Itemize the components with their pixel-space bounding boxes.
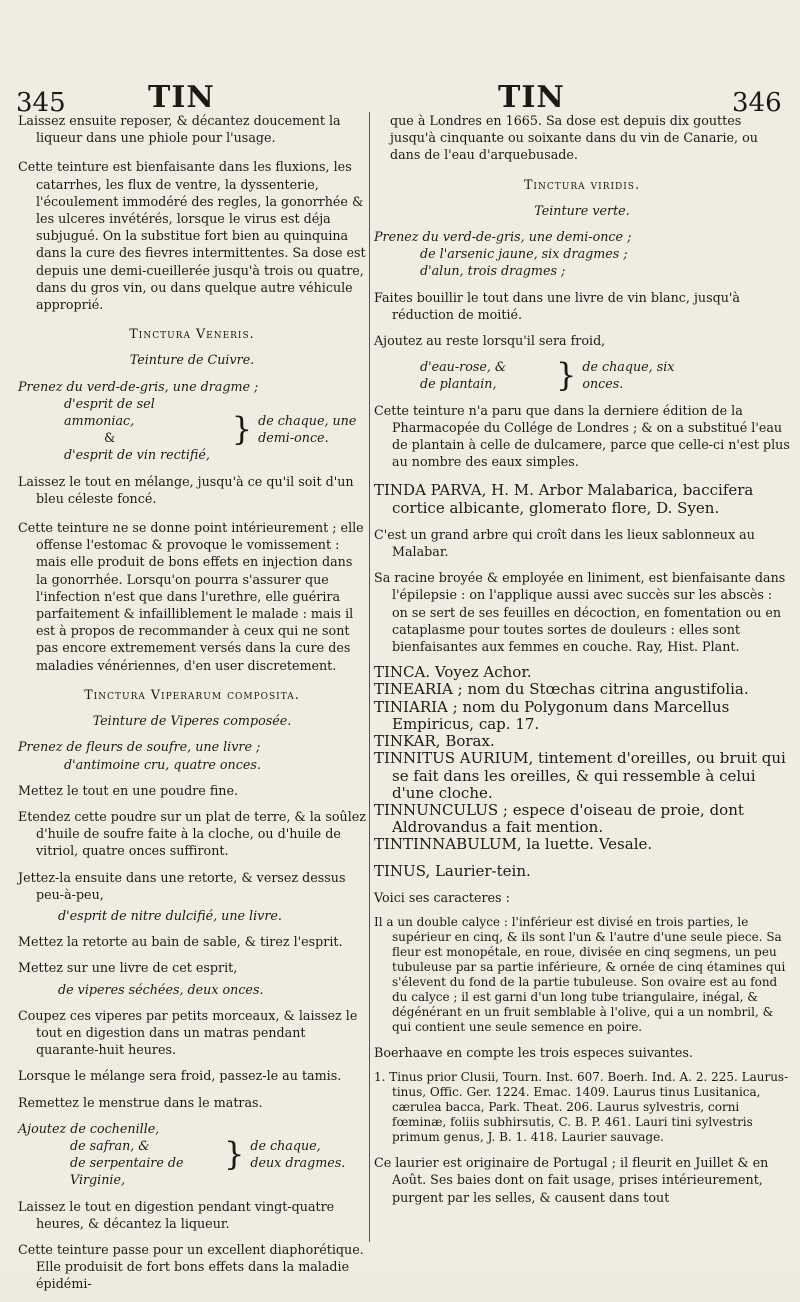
brace-glyph: } [224, 1135, 245, 1174]
ingredient-line: de serpentaire de Virginie, [70, 1155, 184, 1188]
ingredient-line: d'esprit de sel ammoniac, [64, 395, 155, 429]
ingredient-line: d'antimoine cru, quatre onces. [64, 756, 261, 772]
dictionary-entry: TINDA PARVA, H. M. Arbor Malabarica, baccifera cortice albicante, glomerato flore, D. Syen. [374, 481, 754, 517]
paragraph: Coupez ces viperes par petits morceaux, & laissez le tout en digestion dans un matras pendant quarante-huit heures. [18, 1007, 358, 1058]
paragraph: Etendez cette poudre sur un plat de terre, & la soûlez d'huile de soufre faite à la cloche, ou d'huile de vitriol, quatre onces suffiront. [18, 808, 366, 859]
left-page-number: 345 [16, 88, 66, 118]
paragraph: Il a un double calyce : l'inférieur est divisé en trois parties, le supérieur en cinq, & ils sont l'un & l'autre d'une seule piece. Sa fleur est monopétale, en roue, divisée en cinq segmens, un peu tubuleuse par sa partie inférieure, & ornée de cinq étamines qui s'élevent du fond de la partie tubuleuse. Son ovaire est au fond du calyce ; il est garni d'un long tube triangulaire, inégal, & dégénérant en un fruit semblable à l'olive, qui a un nombril, & qui contient une seule semence en poire. [374, 914, 786, 1034]
ingredient-group [18, 395, 366, 464]
section-heading: Tinctura Veneris. [129, 326, 255, 342]
ingredient-line: Prenez du verd-de-gris, une demi-once ; [374, 229, 632, 245]
recipe-ingredients [18, 738, 366, 772]
right-column [374, 112, 790, 1215]
dictionary-entry: TINEARIA ; nom du Stœchas citrina angustifolia. [374, 680, 749, 699]
ingredient-conjunction: & [104, 430, 116, 446]
recipe-ingredients [374, 228, 790, 280]
paragraph: C'est un grand arbre qui croît dans les lieux sablonneux au Malabar. [374, 526, 755, 560]
ingredient-line: Prenez de fleurs de soufre, une livre ; [18, 739, 261, 755]
section-subheading: Teinture verte. [534, 202, 630, 218]
brace-glyph: } [556, 356, 577, 395]
dictionary-entry: TINKAR, Borax. [374, 732, 495, 751]
ingredient-line: de safran, & [70, 1137, 150, 1153]
ingredient-quantity: de chaque, six onces. [582, 359, 675, 392]
paragraph: Voici ses caracteres : [374, 889, 510, 905]
left-column [18, 112, 366, 1302]
dictionary-entry: TINCA. Voyez Achor. [374, 663, 532, 682]
paragraph: Laissez ensuite reposer, & décantez doucement la liqueur dans une phiole pour l'usage. [18, 113, 341, 146]
ingredient-group [18, 1120, 366, 1189]
ingredient-quantity: de chaque, une demi-once. [258, 413, 357, 446]
ingredient-line: d'alun, trois dragmes ; [420, 263, 566, 279]
section-heading: Tinctura Viperarum composita. [84, 686, 300, 702]
ingredient-group [374, 356, 790, 395]
ingredient-line: d'eau-rose, & [420, 359, 507, 375]
entry-list [374, 664, 790, 853]
section-subheading: Teinture de Cuivre. [129, 352, 255, 368]
ingredient-line: de l'arsenic jaune, six dragmes ; [420, 246, 628, 262]
dictionary-entry: TINTINNABULUM, la luette. Vesale. [374, 835, 653, 854]
paragraph: 1. Tinus prior Clusii, Tourn. Inst. 607. Boerh. Ind. A. 2. 225. Laurus-tinus, Offic. Ger. 1224. Emac. 1409. Laurus tinus Lusitanica, cærulea bacca, Park. Theat. 206. Laurus sylvestris, corni fœminæ, foliis subhirsutis, C. B. P. 461. Lauri tini sylvestris primum genus, J. B. 1. 418. Laurier sauvage. [374, 1070, 789, 1145]
left-running-head: TIN [148, 80, 215, 115]
paragraph: Ce laurier est originaire de Portugal ; il fleurit en Juillet & en Août. Ses baies dont on fait usage, prises intérieurement, purgent par les selles, & causent dans tout [374, 1155, 769, 1205]
ingredient-quantity: de chaque, deux dragmes. [250, 1137, 346, 1171]
dictionary-entry: TINIARIA ; nom du Polygonum dans Marcellus Empiricus, cap. 17. [374, 697, 730, 733]
ingredient-line: Prenez du verd-de-gris, une dragme ; [18, 378, 259, 394]
paragraph: que à Londres en 1665. Sa dose est depuis dix gouttes jusqu'à cinquante ou soixante dans du vin de Canarie, ou dans de l'eau d'arquebusade. [390, 113, 758, 163]
paragraph: Cette teinture ne se donne point intérieurement ; elle offense l'estomac & provoque le vomissement : mais elle produit de bons effets en injection dans la gonorrhée. Lorsqu'on pourra s'assurer que l'infection n'est que dans l'urethre, elle guérira parfaitement & infailliblement le malade : mais il est à propos de recommander à ceux qui ne sont pas encore extremement versés dans la cure des maladies vénériennes, d'en user discretement. [18, 520, 364, 673]
brace-glyph: } [231, 410, 253, 449]
paragraph: Sa racine broyée & employée en liniment, est bienfaisante dans l'épilepsie : on l'applique aussi avec succès sur les abscès : on se sert de ses feuilles en décoction, en fomentation ou en cataplasme pour toutes sortes de douleurs : elles sont bienfaisantes aux femmes en couche. Ray, Hist. Plant. [374, 570, 786, 655]
paragraph: Mettez le tout en une poudre fine. [18, 782, 238, 798]
paragraph: Lorsque le mélange sera froid, passez-le au tamis. [18, 1068, 342, 1084]
paragraph: Cette teinture est bienfaisante dans les fluxions, les catarrhes, les flux de ventre, la dyssenterie, l'écoulement immodéré des regles, la gonorrhée & les ulceres invétérés, lorsque le virus est déja subjugué. On la substitue fort bien au quinquina dans la cure des fievres intermittentes. Sa dose est depuis une demi-cueillerée jusqu'à trois ou quatre, dans du gros vin, ou dans quelque autre véhicule approprié. [18, 159, 366, 313]
ingredient-line: d'esprit de nitre dulcifié, une livre. [58, 907, 282, 923]
paragraph: Boerhaave en compte les trois especes suivantes. [374, 1044, 693, 1060]
recipe-ingredients [18, 378, 366, 464]
paragraph: Ajoutez au reste lorsqu'il sera froid, [374, 333, 606, 349]
dictionary-entry: TINUS, Laurier-tein. [374, 861, 531, 880]
section-heading: Tinctura viridis. [523, 176, 641, 192]
section-subheading: Teinture de Viperes composée. [92, 713, 292, 729]
paragraph: Cette teinture n'a paru que dans la derniere édition de la Pharmacopée du Collége de Londres ; & on a substitué l'eau de plantain à celle de dulcamere, parce que celle-ci n'est plus au nombre des eaux simples. [374, 402, 790, 470]
paragraph: Remettez le menstrue dans le matras. [18, 1094, 263, 1110]
ingredient-line: d'esprit de vin rectifié, [64, 447, 210, 463]
paragraph: Faites bouillir le tout dans une livre de vin blanc, jusqu'à réduction de moitié. [374, 289, 740, 322]
column-divider [369, 112, 370, 1242]
ingredient-line: Ajoutez de cochenille, [18, 1120, 160, 1136]
right-running-head: TIN [498, 80, 565, 115]
ingredient-line: de plantain, [420, 376, 497, 392]
paragraph: Mettez sur une livre de cet esprit, [18, 960, 238, 976]
right-page-number: 346 [732, 88, 782, 118]
dictionary-entry: TINNUNCULUS ; espece d'oiseau de proie, dont Aldrovandus a fait mention. [374, 800, 744, 837]
ingredient-line: de viperes séchées, deux onces. [58, 981, 264, 997]
dictionary-entry: TINNITUS AURIUM, tintement d'oreilles, ou bruit qui se fait dans les oreilles, & qui ressemble à celui d'une cloche. [374, 749, 786, 802]
paragraph: Laissez le tout en mélange, jusqu'à ce qu'il soit d'un bleu céleste foncé. [18, 473, 354, 506]
paragraph: Laissez le tout en digestion pendant vingt-quatre heures, & décantez la liqueur. [18, 1198, 335, 1231]
paragraph: Jettez-la ensuite dans une retorte, & versez dessus peu-à-peu, [18, 869, 346, 902]
paragraph: Mettez la retorte au bain de sable, & tirez l'esprit. [18, 934, 343, 950]
paragraph: Cette teinture passe pour un excellent diaphorétique. Elle produisit de fort bons effets dans la maladie épidémi- [18, 1241, 364, 1292]
